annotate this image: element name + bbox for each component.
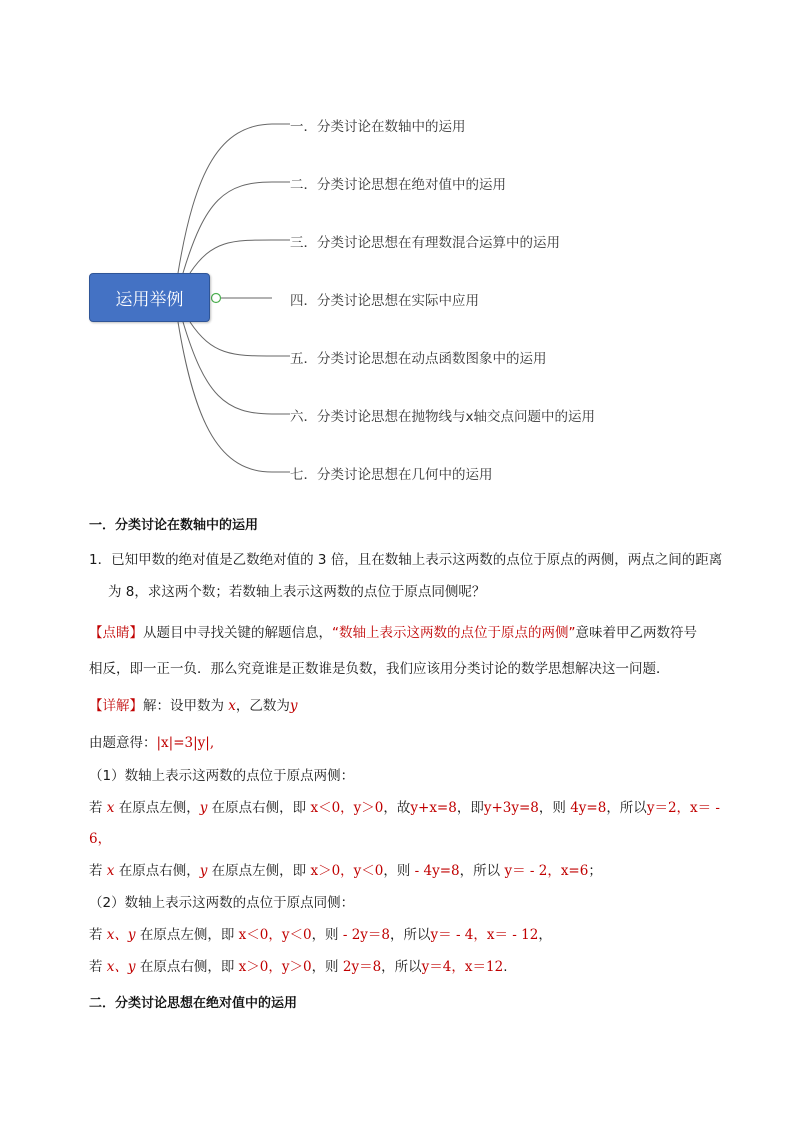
case-1a-math: 6， bbox=[89, 831, 112, 847]
branch-3[interactable]: 三．分类讨论思想在有理数混合运算中的运用 bbox=[290, 235, 560, 251]
case-1a-var-y: y bbox=[199, 800, 208, 816]
case-2a-text: ， bbox=[538, 927, 552, 943]
case-2a-text: ，所以 bbox=[390, 927, 431, 943]
mind-map bbox=[0, 0, 793, 500]
case-1b-math: - 4y=8 bbox=[414, 863, 460, 879]
root-topic[interactable] bbox=[89, 273, 210, 322]
problem-line-1: 1．已知甲数的绝对值是乙数绝对值的 3 倍，且在数轴上表示这两数的点位于原点的两侧，两点之间的距离 bbox=[89, 552, 723, 568]
case-1a-math: 4y=8 bbox=[570, 800, 607, 816]
section-1-title: 一．分类讨论在数轴中的运用 bbox=[89, 518, 259, 533]
case-1a-line-2 bbox=[89, 827, 111, 847]
case-1b-math: x＞0，y＜0 bbox=[310, 863, 384, 879]
case-1a-math: y+3y=8 bbox=[483, 800, 539, 816]
condition-label: 由题意得： bbox=[89, 735, 157, 751]
case-2b-text: 若 bbox=[89, 959, 107, 975]
hint-text-a: 从题目中寻找关键的解题信息， bbox=[143, 625, 332, 641]
case-2b-math: 2y＝8 bbox=[342, 959, 382, 975]
case-2b-vars: x、y bbox=[106, 959, 136, 975]
case-1a-text: ，即 bbox=[456, 800, 484, 816]
hint-tag: 【点睛】 bbox=[89, 625, 143, 641]
root-topic-label: 运用举例 bbox=[115, 290, 184, 310]
case-1b-var-y: y bbox=[199, 863, 208, 879]
branch-7[interactable]: 七．分类讨论思想在几何中的运用 bbox=[290, 467, 493, 483]
section-2-title: 二．分类讨论思想在绝对值中的运用 bbox=[89, 996, 298, 1011]
case-2a-vars: x、y bbox=[106, 927, 136, 943]
case-1a-text: ，故 bbox=[383, 800, 411, 816]
case-2b-line bbox=[89, 955, 507, 975]
detail-text-a: 解：设甲数为 bbox=[143, 698, 229, 714]
case-1a-text: ，则 bbox=[538, 800, 571, 816]
case-2a-line bbox=[89, 923, 552, 943]
problem-line-2: 为 8，求这两个数；若数轴上表示这两数的点位于原点同侧呢？ bbox=[108, 584, 486, 600]
case-1a-var-x: x bbox=[106, 800, 115, 816]
case-1b-text: 在原点右侧， bbox=[114, 863, 200, 879]
case-1b-text: ，则 bbox=[383, 863, 415, 879]
connector-7 bbox=[178, 322, 272, 472]
hint-text-b: 意味着甲乙两数符号 bbox=[575, 625, 697, 641]
case-2-title: （2）数轴上表示这两数的点位于原点同侧： bbox=[89, 895, 355, 911]
case-2a-math: y＝ - 4，x＝ - 12 bbox=[430, 927, 539, 943]
case-2b-text: ，所以 bbox=[381, 959, 422, 975]
case-1a-line-1 bbox=[89, 796, 720, 816]
connector-5 bbox=[190, 322, 272, 356]
case-1b-text: ； bbox=[588, 863, 602, 879]
detail-text-b: ，乙数为 bbox=[235, 698, 290, 714]
case-1a-text: ，所以 bbox=[606, 800, 647, 816]
case-1-title: （1）数轴上表示这两数的点位于原点两侧： bbox=[89, 768, 355, 784]
case-2b-math: x＞0，y＞0 bbox=[238, 959, 312, 975]
case-1a-text: 在原点左侧， bbox=[114, 800, 200, 816]
condition-line bbox=[89, 731, 214, 751]
branch-4[interactable]: 四．分类讨论思想在实际中应用 bbox=[290, 293, 479, 309]
var-y: y bbox=[289, 698, 298, 714]
case-2a-text: 在原点左侧，即 bbox=[135, 927, 239, 943]
case-1b-math: y＝ - 2，x=6 bbox=[504, 863, 589, 879]
branch-1[interactable]: 一．分类讨论在数轴中的运用 bbox=[290, 119, 466, 135]
case-1b-text: ，所以 bbox=[459, 863, 505, 879]
case-2b-text: 在原点右侧，即 bbox=[135, 959, 239, 975]
case-2a-math: x＜0，y＜0 bbox=[238, 927, 312, 943]
hint-line-1 bbox=[89, 621, 697, 641]
case-2b-math: y＝4，x＝12 bbox=[421, 959, 504, 975]
case-1a-text: 在原点右侧，即 bbox=[207, 800, 311, 816]
var-x: x bbox=[228, 698, 236, 714]
hint-quote: “数轴上表示这两数的点位于原点的两侧” bbox=[332, 625, 576, 641]
hint-line-2: 相反，即一正一负．那么究竟谁是正数谁是负数，我们应该用分类讨论的数学思想解决这一问题． bbox=[89, 661, 670, 677]
detail-line bbox=[89, 694, 298, 714]
detail-tag: 【详解】 bbox=[89, 698, 143, 714]
case-1a-math: y＝2，x＝ - bbox=[646, 800, 720, 816]
branch-6[interactable]: 六．分类讨论思想在抛物线与x轴交点问题中的运用 bbox=[290, 409, 595, 425]
case-1b-line bbox=[89, 859, 602, 879]
connector-3 bbox=[190, 240, 272, 273]
case-2b-text: . bbox=[503, 959, 508, 975]
branch-2[interactable]: 二．分类讨论思想在绝对值中的运用 bbox=[290, 177, 506, 193]
condition-equation: |x|=3|y|, bbox=[156, 735, 215, 751]
case-2a-math: - 2y＝8 bbox=[342, 927, 391, 943]
case-1b-text: 若 bbox=[89, 863, 107, 879]
case-1b-var-x: x bbox=[106, 863, 115, 879]
collapse-toggle bbox=[212, 294, 221, 303]
case-1a-text: 若 bbox=[89, 800, 107, 816]
case-2b-text: ，则 bbox=[311, 959, 343, 975]
case-1a-math: y+x=8 bbox=[410, 800, 457, 816]
case-1b-text: 在原点左侧，即 bbox=[207, 863, 311, 879]
case-1a-math: x＜0，y＞0 bbox=[310, 800, 384, 816]
connector-1 bbox=[178, 124, 272, 273]
case-2a-text: 若 bbox=[89, 927, 107, 943]
branch-5[interactable]: 五．分类讨论思想在动点函数图象中的运用 bbox=[290, 351, 547, 367]
case-2a-text: ，则 bbox=[311, 927, 343, 943]
